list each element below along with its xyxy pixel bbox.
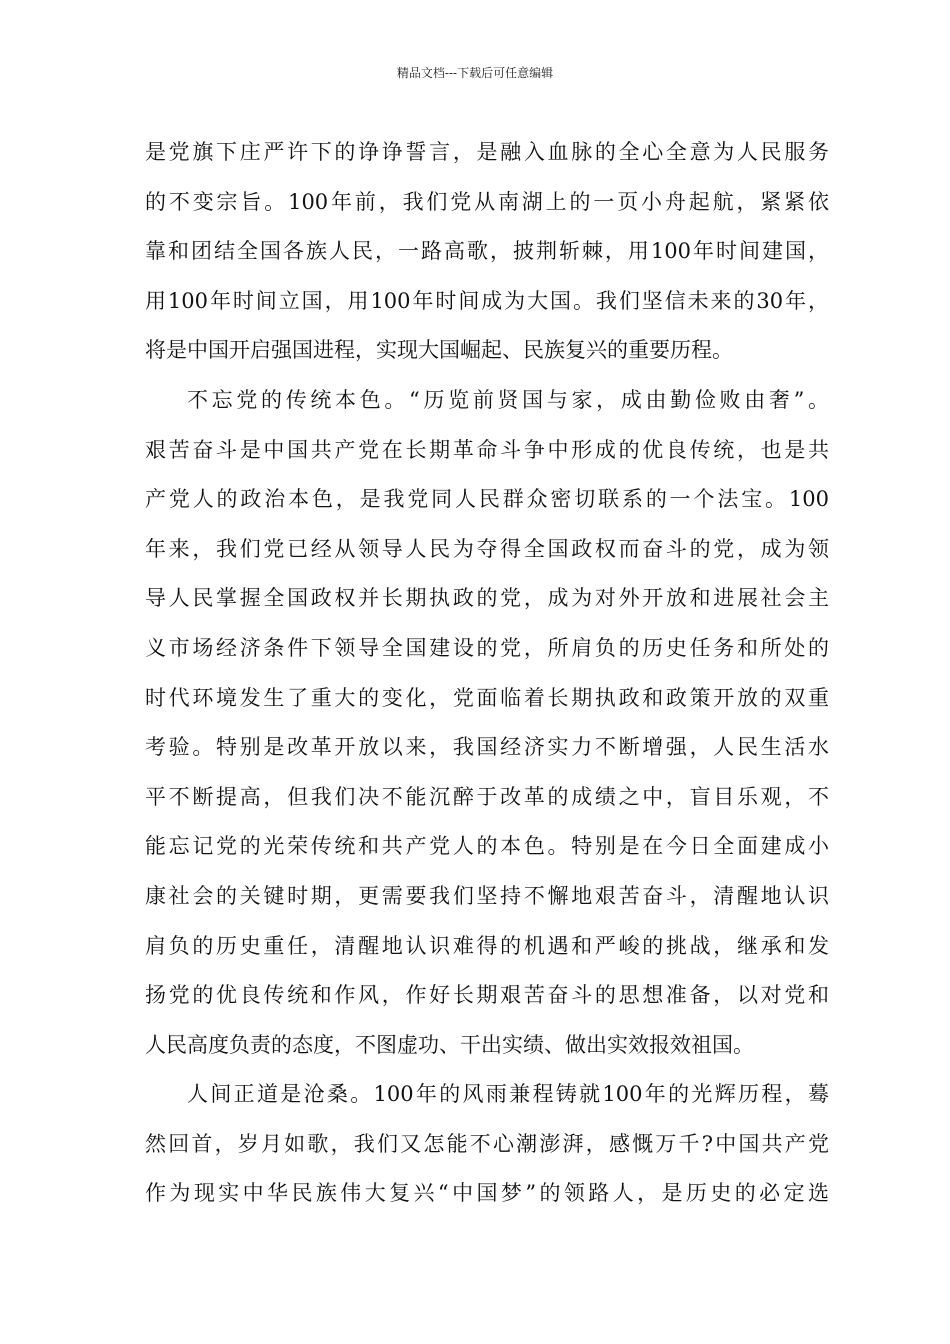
text-line: 康社会的关键时期，更需要我们坚持不懈地艰苦奋斗，清醒地认识 (145, 883, 829, 908)
text-line: 平不断提高，但我们决不能沉醉于改革的成绩之中，盲目乐观，不 (145, 784, 829, 809)
text-line: 靠和团结全国各族人民，一路高歌，披荆斩棘，用100年时间建国， (145, 239, 829, 264)
text-line: 导人民掌握全国政权并长期执政的党，成为对外开放和进展社会主 (145, 586, 829, 611)
body-text (145, 128, 829, 1219)
text-line: 艰苦奋斗是中国共产党在长期革命斗争中形成的优良传统，也是共 (145, 437, 829, 462)
text-line: 人民高度负责的态度，不图虚功、干出实绩、做出实效报效祖国。 (145, 1032, 754, 1057)
text-line: 人间正道是沧桑。100年的风雨兼程铸就100年的光辉历程，蓦 (187, 1082, 829, 1107)
text-line: 不忘党的传统本色。“历览前贤国与家，成由勤俭败由奢”。 (187, 387, 829, 412)
text-line: 扬党的优良传统和作风，作好长期艰苦奋斗的思想准备，以对党和 (145, 983, 829, 1008)
text-line: 是党旗下庄严许下的诤诤誓言，是融入血脉的全心全意为人民服务 (145, 140, 829, 164)
page-header: 精品文档---下载后可任意编辑 (396, 66, 554, 80)
text-line: 将是中国开启强国进程，实现大国崛起、民族复兴的重要历程。 (145, 338, 733, 363)
text-line: 考验。特别是改革开放以来，我国经济实力不断增强，人民生活水 (145, 735, 829, 760)
text-line: 年来，我们党已经从领导人民为夺得全国政权而奋斗的党，成为领 (145, 536, 829, 561)
text-line: 能忘记党的光荣传统和共产党人的本色。特别是在今日全面建成小 (145, 834, 829, 859)
text-line: 用100年时间立国，用100年时间成为大国。我们坚信未来的30年， (145, 288, 829, 313)
text-line: 产党人的政治本色，是我党同人民群众密切联系的一个法宝。100 (145, 487, 829, 512)
text-line: 时代环境发生了重大的变化，党面临着长期执政和政策开放的双重 (145, 685, 829, 710)
text-line: 义市场经济条件下领导全国建设的党，所肩负的历史任务和所处的 (145, 635, 829, 660)
text-line: 的不变宗旨。100年前，我们党从南湖上的一页小舟起航，紧紧依 (145, 189, 829, 214)
text-line: 然回首，岁月如歌，我们又怎能不心潮澎湃，感慨万千?中国共产党 (145, 1131, 829, 1156)
text-line: 作为现实中华民族伟大复兴“中国梦”的领路人，是历史的必定选 (145, 1181, 829, 1206)
text-line: 肩负的历史重任，清醒地认识难得的机遇和严峻的挑战，继承和发 (145, 933, 829, 958)
